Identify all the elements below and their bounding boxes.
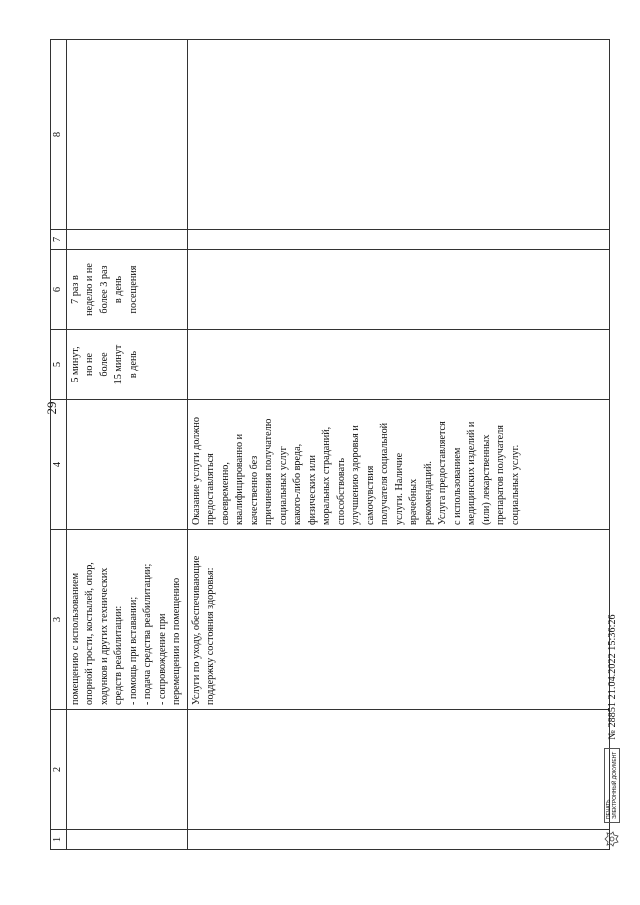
text-line: услуги. Наличие [393, 452, 405, 525]
cell-duration [67, 330, 188, 400]
document-table-rotated [50, 40, 610, 850]
header-cell-6: 6 [51, 250, 67, 330]
table-cell [187, 830, 609, 850]
document-table [50, 39, 610, 850]
header-cell-1: 1 [51, 830, 67, 850]
text-line: улучшению здоровья и [350, 425, 362, 525]
text-line: 5 минут, [70, 346, 81, 383]
text-line: самочувствия [364, 465, 376, 525]
text-line: квалифицированно и [234, 433, 246, 525]
text-line: с использованием [451, 447, 463, 525]
text-line: ходунков и других технических [98, 567, 110, 705]
header-cell-3: 3 [51, 530, 67, 710]
text-line: - сопровождение при [156, 613, 168, 705]
text-line: в день [113, 275, 125, 304]
table-cell [67, 230, 188, 250]
text-line: врачебных [408, 478, 420, 525]
table-row [67, 40, 188, 850]
stamp-box [604, 748, 620, 823]
text-line: моральных страданий, [321, 426, 333, 525]
text-line: средств реабилитации: [113, 605, 125, 705]
table-cell [67, 40, 188, 230]
header-cell-2: 2 [51, 710, 67, 830]
table-cell [67, 830, 188, 850]
text-line: посещения [127, 265, 139, 314]
text-line: 7 раз в [70, 275, 81, 304]
text-line: способствовать [335, 458, 347, 525]
text-line: помещению с использованием [70, 572, 81, 705]
text-line: социальных услуг. [509, 444, 521, 525]
text-line: - подача средства реабилитации; [142, 563, 154, 705]
page-number: 29 [44, 401, 59, 415]
table-cell [67, 710, 188, 830]
stamp-box-line: ПЕЧАТЬ [606, 799, 612, 819]
text-line: более [98, 352, 110, 377]
table-cell [187, 330, 609, 400]
document-id: № 28851 21.04.2022 15:36:26 [606, 614, 618, 740]
text-line: в день [127, 350, 139, 379]
text-line: медицинских изделий и [466, 421, 478, 525]
table-cell [187, 230, 609, 250]
text-line: поддержку состояния здоровья: [205, 567, 217, 705]
text-line: опорной трости, костылей, опор, [84, 562, 96, 705]
text-line: Оказание услуги должно [190, 417, 202, 525]
text-line: более 3 раз [98, 265, 110, 314]
table-cell [187, 250, 609, 330]
table-row [187, 40, 609, 850]
text-line: препаратов получателя [495, 425, 507, 525]
text-line: получателя социальной [379, 422, 391, 525]
text-line: своевременно, [219, 462, 231, 525]
table-cell [187, 40, 609, 230]
text-line: причинения получателю [263, 418, 275, 525]
cell-quality-requirements [187, 400, 609, 530]
table-header-row [51, 40, 67, 850]
table-cell [187, 710, 609, 830]
text-line: (или) лекарственных [480, 434, 492, 525]
text-line: качественно без [248, 455, 260, 525]
text-line: - помощь при вставании; [127, 596, 139, 705]
text-line: социальных услуг [277, 446, 289, 525]
header-cell-7: 7 [51, 230, 67, 250]
header-cell-5: 5 [51, 330, 67, 400]
text-line: рекомендаций. [422, 461, 434, 525]
table-cell [67, 400, 188, 530]
text-line: 15 минут [113, 344, 125, 385]
text-line: перемещении по помещению [171, 577, 183, 705]
text-line: предоставляться [205, 453, 217, 525]
text-line: Услуги по уходу, обеспечивающие [190, 555, 202, 705]
text-line: какого-либо вреда, [292, 443, 304, 525]
text-line: Услуга предоставляется [437, 421, 449, 525]
cell-service-description [67, 530, 188, 710]
emblem-icon [604, 831, 620, 847]
electronic-document-stamp [595, 597, 629, 847]
cell-frequency [67, 250, 188, 330]
cell-service-description [187, 530, 609, 710]
header-cell-8: 8 [51, 40, 67, 230]
text-line: физических или [306, 455, 318, 525]
text-line: неделю и не [84, 263, 96, 316]
text-line: но не [84, 352, 96, 377]
header-cell-4: 4 [51, 400, 67, 530]
stamp-box-line: ЭЛЕКТРОННЫЙ ДОКУМЕНТ [612, 751, 618, 819]
